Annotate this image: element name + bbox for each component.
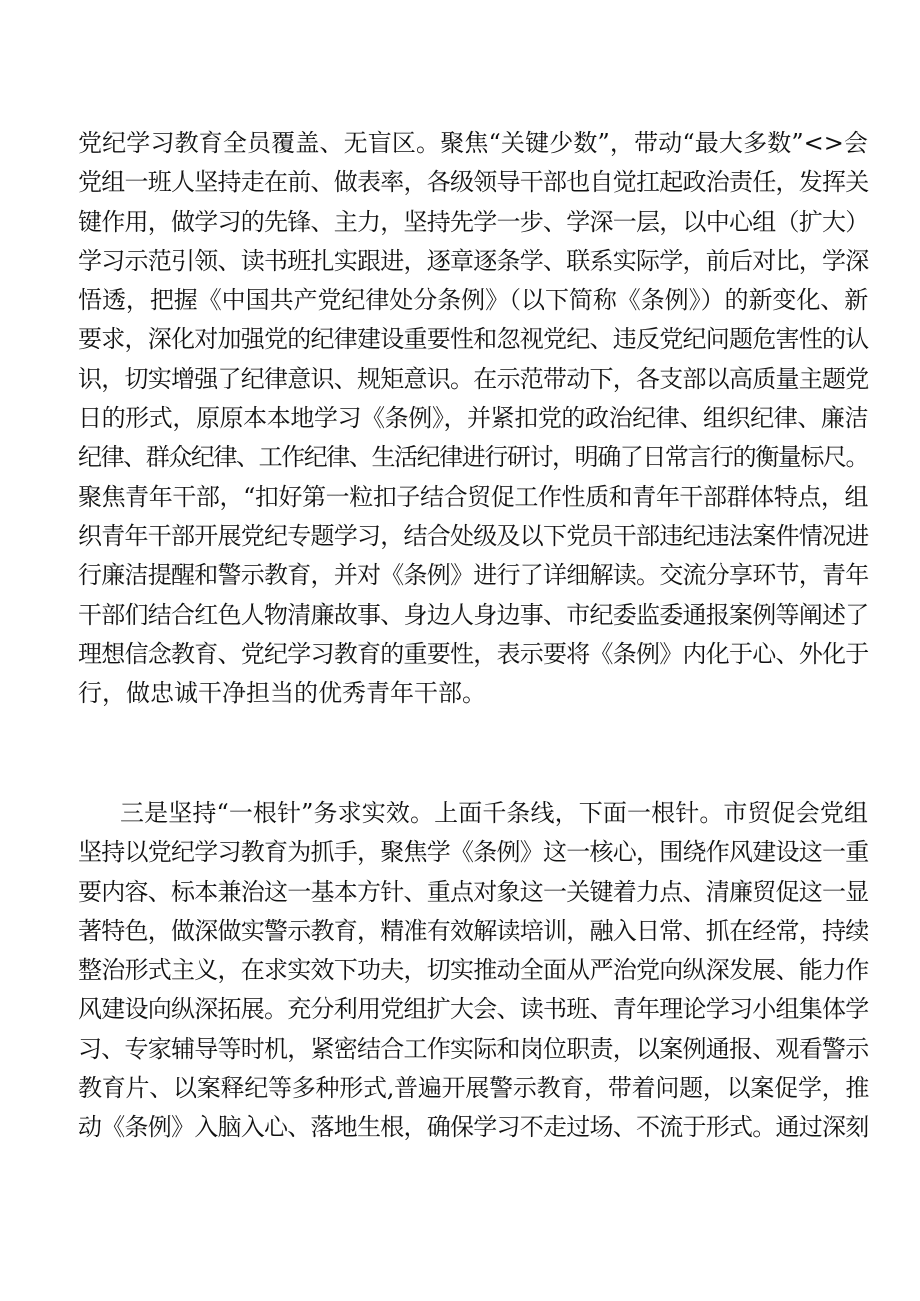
text-line: 要内容、标本兼治这一基本方针、重点对象这一关键着力点、清廉贸促这一显 [78,877,869,906]
text-line: 织青年干部开展党纪专题学习，结合处级及以下党员干部违纪违法案件情况进 [78,521,869,550]
text-line: 学习示范引领、读书班扎实跟进，逐章逐条学、联系实际学，前后对比，学深 [78,246,869,275]
text-line: 习、专家辅导等时机，紧密结合工作实际和岗位职责，以案例通报、观看警示 [78,1034,869,1063]
text-line: 识，切实增强了纪律意识、规矩意识。在示范带动下，各支部以高质量主题党 [78,364,869,393]
paragraph-1 [78,124,868,713]
text-line: 风建设向纵深拓展。充分利用党组扩大会、读书班、青年理论学习小组集体学 [78,995,869,1024]
text-line: 聚焦青年干部，“扣好第一粒扣子结合贸促工作性质和青年干部群体特点，组 [78,482,868,511]
paragraph-2 [78,794,868,1148]
text-line: 行廉洁提醒和警示教育，并对《条例》进行了详细解读。交流分享环节，青年 [78,561,869,590]
text-line: 动《条例》入脑入心、落地生根，确保学习不走过场、不流于形式。通过深刻 [78,1113,869,1142]
text-line: 键作用，做学习的先锋、主力，坚持先学一步、学深一层，以中心组（扩大） [78,207,869,236]
text-line-indented: 三是坚持“一根针”务求实效。上面千条线，下面一根针。市贸促会党组 [120,799,868,827]
text-line: 行，做忠诚干净担当的优秀青年干部。 [78,679,486,708]
text-line: 整治形式主义，在求实效下功夫，切实推动全面从严治党向纵深发展、能力作 [78,956,869,985]
text-line: 干部们结合红色人物清廉故事、身边人身边事、市纪委监委通报案例等阐述了 [78,600,869,629]
text-line: 坚持以党纪学习教育为抓手，聚焦学《条例》这一核心，围绕作风建设这一重 [78,838,869,867]
text-line: 要求，深化对加强党的纪律建设重要性和忽视党纪、违反党纪问题危害性的认 [78,325,869,354]
text-line: 悟透，把握《中国共产党纪律处分条例》（以下简称《条例》）的新变化、新 [78,286,868,315]
text-line: 理想信念教育、党纪学习教育的重要性，表示要将《条例》内化于心、外化于 [78,639,869,668]
text-line: 著特色，做深做实警示教育，精准有效解读培训，融入日常、抓在经常，持续 [78,916,869,945]
text-line: 纪律、群众纪律、工作纪律、生活纪律进行研讨，明确了日常言行的衡量标尺。 [78,443,868,472]
text-line: 党纪学习教育全员覆盖、无盲区。聚焦“关键少数”，带动“最大多数”<>会 [78,129,868,157]
text-line: 党组一班人坚持走在前、做表率，各级领导干部也自觉扛起政治责任，发挥关 [78,168,869,197]
text-line: 教育片、以案释纪等多种形式,普遍开展警示教育，带着问题，以案促学，推 [78,1074,870,1103]
text-line: 日的形式，原原本本地学习《条例》，并紧扣党的政治纪律、组织纪律、廉洁 [78,404,868,433]
